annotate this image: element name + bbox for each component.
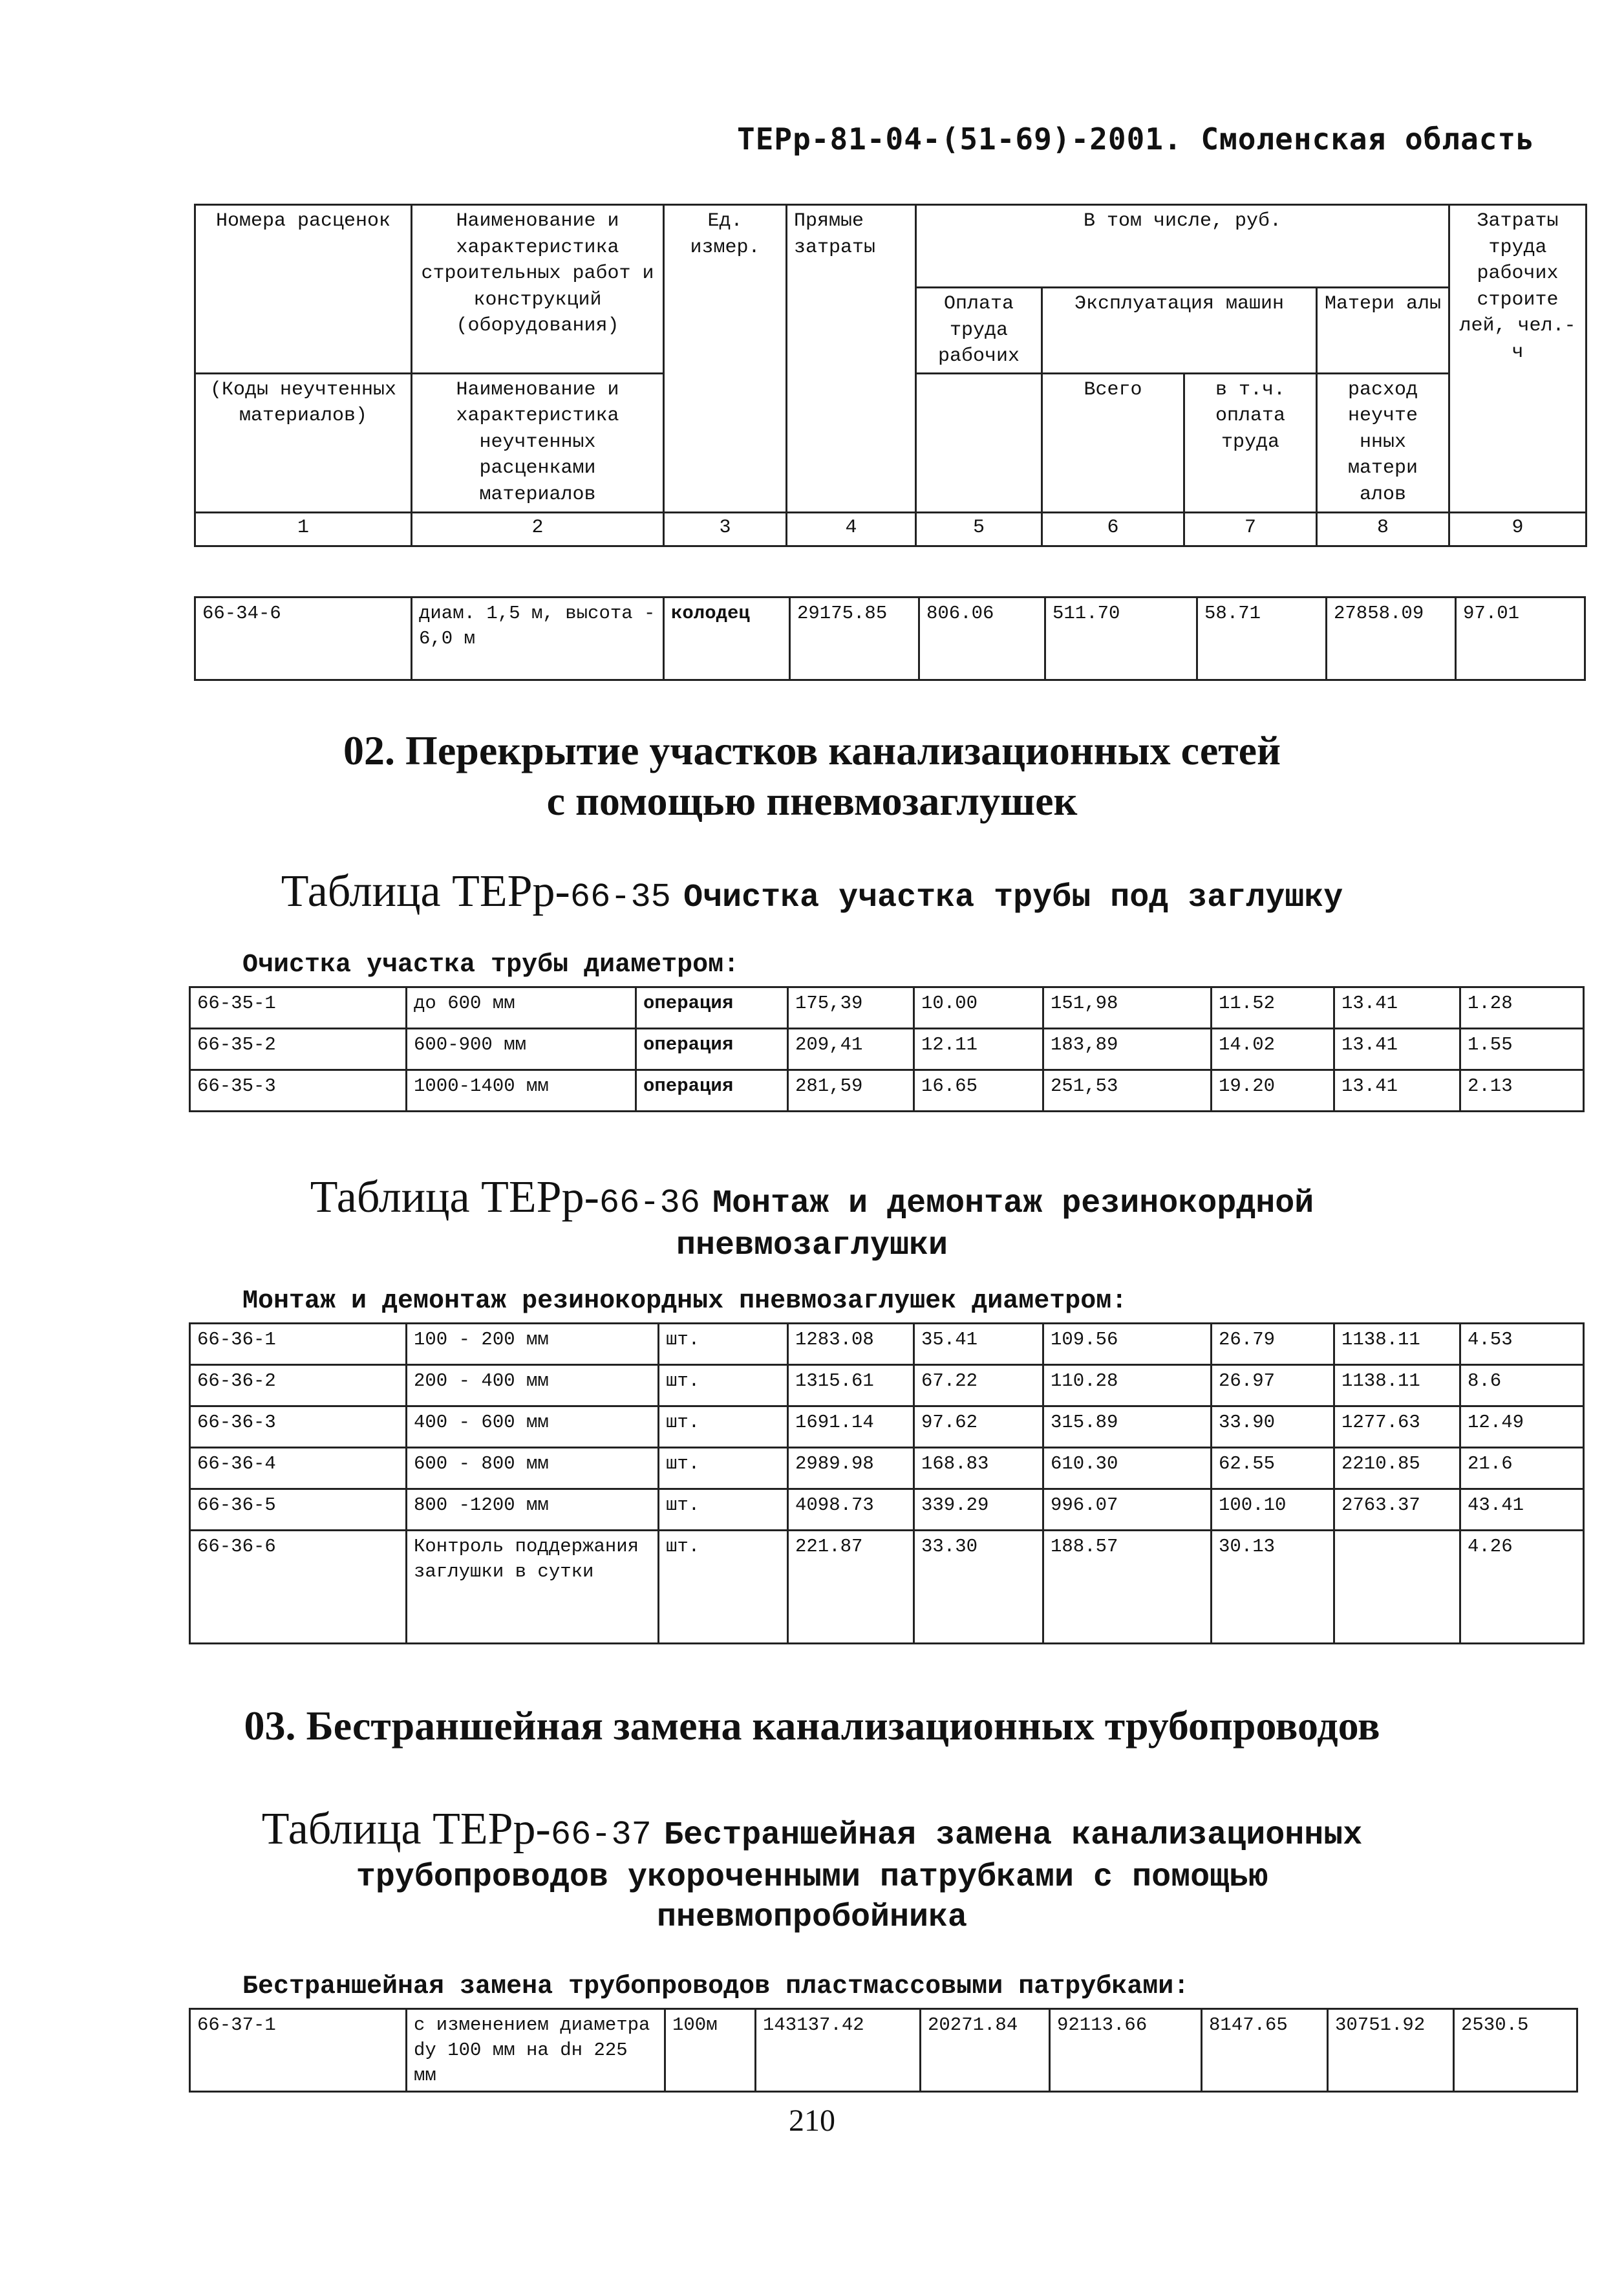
colnum: 3 [664, 512, 787, 546]
value: 996.07 [1043, 1489, 1212, 1531]
value: 109.56 [1043, 1324, 1212, 1365]
value: 511.70 [1045, 597, 1197, 680]
colnum: 8 [1317, 512, 1449, 546]
value: 8.6 [1460, 1365, 1584, 1406]
value: 2210.85 [1334, 1448, 1460, 1489]
colhead-incl: В том числе, руб. [916, 205, 1449, 288]
value: 175,39 [788, 987, 914, 1029]
value: 13.41 [1334, 1029, 1460, 1070]
unit: колодец [664, 597, 790, 680]
value: 14.02 [1212, 1029, 1334, 1070]
colhead-machines: Эксплуатация машин [1042, 288, 1317, 374]
table-66-35 [189, 986, 1585, 1112]
value: 183,89 [1043, 1029, 1212, 1070]
rate-code: 66-36-1 [190, 1324, 407, 1365]
value: 221.87 [788, 1531, 914, 1644]
value: 10.00 [914, 987, 1043, 1029]
colnum: 7 [1184, 512, 1317, 546]
value: 339.29 [914, 1489, 1043, 1531]
unit: шт. [659, 1489, 788, 1531]
colhead-material-consumption: расход неучте нных матери алов [1317, 373, 1449, 512]
value: 30751.92 [1328, 2009, 1454, 2092]
rate-code: 66-35-2 [190, 1029, 407, 1070]
value: 62.55 [1212, 1448, 1334, 1489]
unit: операция [636, 987, 788, 1029]
unit: шт. [659, 1448, 788, 1489]
table-prefix: Таблица ТЕРр- [261, 1804, 551, 1854]
table-66-35-title [0, 863, 1624, 920]
value: 26.79 [1212, 1324, 1334, 1365]
value: 610.30 [1043, 1448, 1212, 1489]
colnum: 4 [787, 512, 916, 546]
colnum: 5 [916, 512, 1042, 546]
table-caption-line1: Бестраншейная замена канализационных [664, 1817, 1363, 1854]
value: 26.97 [1212, 1365, 1334, 1406]
value: 20271.84 [921, 2009, 1050, 2092]
table-code: 66-36 [599, 1184, 700, 1222]
colhead-incl-wages: в т.ч. оплата труда [1184, 373, 1317, 512]
value: 2530.5 [1454, 2009, 1577, 2092]
rate-code: 66-37-1 [190, 2009, 407, 2092]
table-row [190, 1489, 1584, 1531]
value: 168.83 [914, 1448, 1043, 1489]
section-02-line2: с помощью пневмозаглушек [546, 778, 1078, 824]
table-66-36-title [0, 1169, 1624, 1266]
rate-code: 66-36-3 [190, 1406, 407, 1448]
table-row [190, 987, 1584, 1029]
value: 100.10 [1212, 1489, 1334, 1531]
rate-code: 66-36-5 [190, 1489, 407, 1531]
value: 4.26 [1460, 1531, 1584, 1644]
table-row [190, 1070, 1584, 1112]
value: 4098.73 [788, 1489, 914, 1531]
section-02-line1: 02. Перекрытие участков канализационных сетей [343, 727, 1281, 773]
value: 12.11 [914, 1029, 1043, 1070]
unit: шт. [659, 1365, 788, 1406]
unit: шт. [659, 1406, 788, 1448]
value [1334, 1531, 1460, 1644]
table-66-34 [194, 596, 1586, 681]
rate-code: 66-36-4 [190, 1448, 407, 1489]
table-caption-line2: трубопроводов укороченными патрубками с помощью [356, 1858, 1268, 1896]
value: 1138.11 [1334, 1324, 1460, 1365]
value: 35.41 [914, 1324, 1043, 1365]
value: 315.89 [1043, 1406, 1212, 1448]
rate-code: 66-36-6 [190, 1531, 407, 1644]
item-name: 600-900 мм [407, 1029, 636, 1070]
table-66-36 [189, 1322, 1585, 1644]
table-code: 66-35 [570, 878, 671, 916]
colhead-labor: Затраты труда рабочих строите лей, чел.-ч [1449, 205, 1587, 513]
table-66-37-subhead: Бестраншейная замена трубопроводов пластмассовыми патрубками: [242, 1972, 1190, 2001]
table-caption-line3: пневмопробойника [656, 1899, 968, 1936]
table-prefix: Таблица ТЕРр- [281, 867, 570, 916]
page-number: 210 [789, 2104, 835, 2138]
value: 209,41 [788, 1029, 914, 1070]
colhead-wages: Оплата труда рабочих [916, 288, 1042, 374]
table-row [190, 1531, 1584, 1644]
table-66-37 [189, 2008, 1578, 2093]
table-66-36-subhead: Монтаж и демонтаж резинокордных пневмозаглушек диаметром: [242, 1287, 1127, 1316]
table-row [190, 1365, 1584, 1406]
value: 143137.42 [756, 2009, 921, 2092]
item-name: Контроль поддержания заглушки в сутки [407, 1531, 659, 1644]
rate-code: 66-36-2 [190, 1365, 407, 1406]
value: 151,98 [1043, 987, 1212, 1029]
table-prefix: Таблица ТЕРр- [310, 1172, 599, 1222]
value: 33.90 [1212, 1406, 1334, 1448]
value: 1283.08 [788, 1324, 914, 1365]
table-66-37-title [0, 1801, 1624, 1939]
item-name: до 600 мм [407, 987, 636, 1029]
document-header: ТЕРр-81-04-(51-69)-2001. Смоленская область [737, 122, 1535, 156]
value: 281,59 [788, 1070, 914, 1112]
item-name: 800 -1200 мм [407, 1489, 659, 1531]
unit: 100м [665, 2009, 756, 2092]
value: 1.55 [1460, 1029, 1584, 1070]
value: 19.20 [1212, 1070, 1334, 1112]
value: 188.57 [1043, 1531, 1212, 1644]
table-row [190, 1324, 1584, 1365]
value: 58.71 [1197, 597, 1327, 680]
unit: шт. [659, 1531, 788, 1644]
colhead-total: Всего [1042, 373, 1184, 512]
value: 1.28 [1460, 987, 1584, 1029]
value: 13.41 [1334, 987, 1460, 1029]
value: 1138.11 [1334, 1365, 1460, 1406]
rate-code: 66-35-3 [190, 1070, 407, 1112]
value: 806.06 [919, 597, 1045, 680]
item-name: 600 - 800 мм [407, 1448, 659, 1489]
value: 1315.61 [788, 1365, 914, 1406]
value: 30.13 [1212, 1531, 1334, 1644]
table-row [190, 2009, 1577, 2092]
colnum: 6 [1042, 512, 1184, 546]
value: 2763.37 [1334, 1489, 1460, 1531]
colhead-codes: Номера расценок [195, 205, 412, 374]
value: 8147.65 [1202, 2009, 1328, 2092]
value: 97.62 [914, 1406, 1043, 1448]
section-02-heading [0, 726, 1624, 826]
item-name: 200 - 400 мм [407, 1365, 659, 1406]
rate-code: 66-34-6 [195, 597, 412, 680]
colhead-material-names: Наименование и характеристика неучтенных расценками материалов [412, 373, 664, 512]
colhead-name: Наименование и характеристика строительных работ и конструкций (оборудования) [412, 205, 664, 374]
value: 2.13 [1460, 1070, 1584, 1112]
value: 4.53 [1460, 1324, 1584, 1365]
colhead-materials: Матери алы [1317, 288, 1449, 374]
value: 251,53 [1043, 1070, 1212, 1112]
table-row [190, 1029, 1584, 1070]
value: 92113.66 [1050, 2009, 1202, 2092]
value: 21.6 [1460, 1448, 1584, 1489]
item-name: 100 - 200 мм [407, 1324, 659, 1365]
table-caption: Очистка участка трубы под заглушку [683, 879, 1343, 916]
value: 67.22 [914, 1365, 1043, 1406]
value: 110.28 [1043, 1365, 1212, 1406]
value: 97.01 [1456, 597, 1585, 680]
colnum: 2 [412, 512, 664, 546]
value: 43.41 [1460, 1489, 1584, 1531]
table-row [190, 1406, 1584, 1448]
value: 13.41 [1334, 1070, 1460, 1112]
table-caption-line1: Монтаж и демонтаж резинокордной [712, 1185, 1314, 1222]
table-code: 66-37 [550, 1816, 652, 1854]
value: 1691.14 [788, 1406, 914, 1448]
colhead-material-codes: (Коды неучтенных материалов) [195, 373, 412, 512]
unit: шт. [659, 1324, 788, 1365]
table-row [190, 1448, 1584, 1489]
colhead-direct-costs: Прямые затраты [787, 205, 916, 513]
value: 2989.98 [788, 1448, 914, 1489]
unit: операция [636, 1070, 788, 1112]
column-header-table [194, 204, 1587, 547]
unit: операция [636, 1029, 788, 1070]
colnum: 1 [195, 512, 412, 546]
rate-code: 66-35-1 [190, 987, 407, 1029]
item-name: диам. 1,5 м, высота - 6,0 м [412, 597, 664, 680]
value: 27858.09 [1327, 597, 1456, 680]
value: 33.30 [914, 1531, 1043, 1644]
value: 16.65 [914, 1070, 1043, 1112]
table-caption-line2: пневмозаглушки [676, 1227, 948, 1264]
value: 29175.85 [790, 597, 919, 680]
item-name: с изменением диаметра dу 100 мм на dн 225 мм [407, 2009, 665, 2092]
colhead-unit: Ед. измер. [664, 205, 787, 513]
item-name: 1000-1400 мм [407, 1070, 636, 1112]
section-03-heading: 03. Бестраншейная замена канализационных трубопроводов [244, 1703, 1380, 1749]
table-66-35-subhead: Очистка участка трубы диаметром: [242, 951, 740, 980]
value: 12.49 [1460, 1406, 1584, 1448]
item-name: 400 - 600 мм [407, 1406, 659, 1448]
colnum: 9 [1449, 512, 1587, 546]
value: 11.52 [1212, 987, 1334, 1029]
value: 1277.63 [1334, 1406, 1460, 1448]
